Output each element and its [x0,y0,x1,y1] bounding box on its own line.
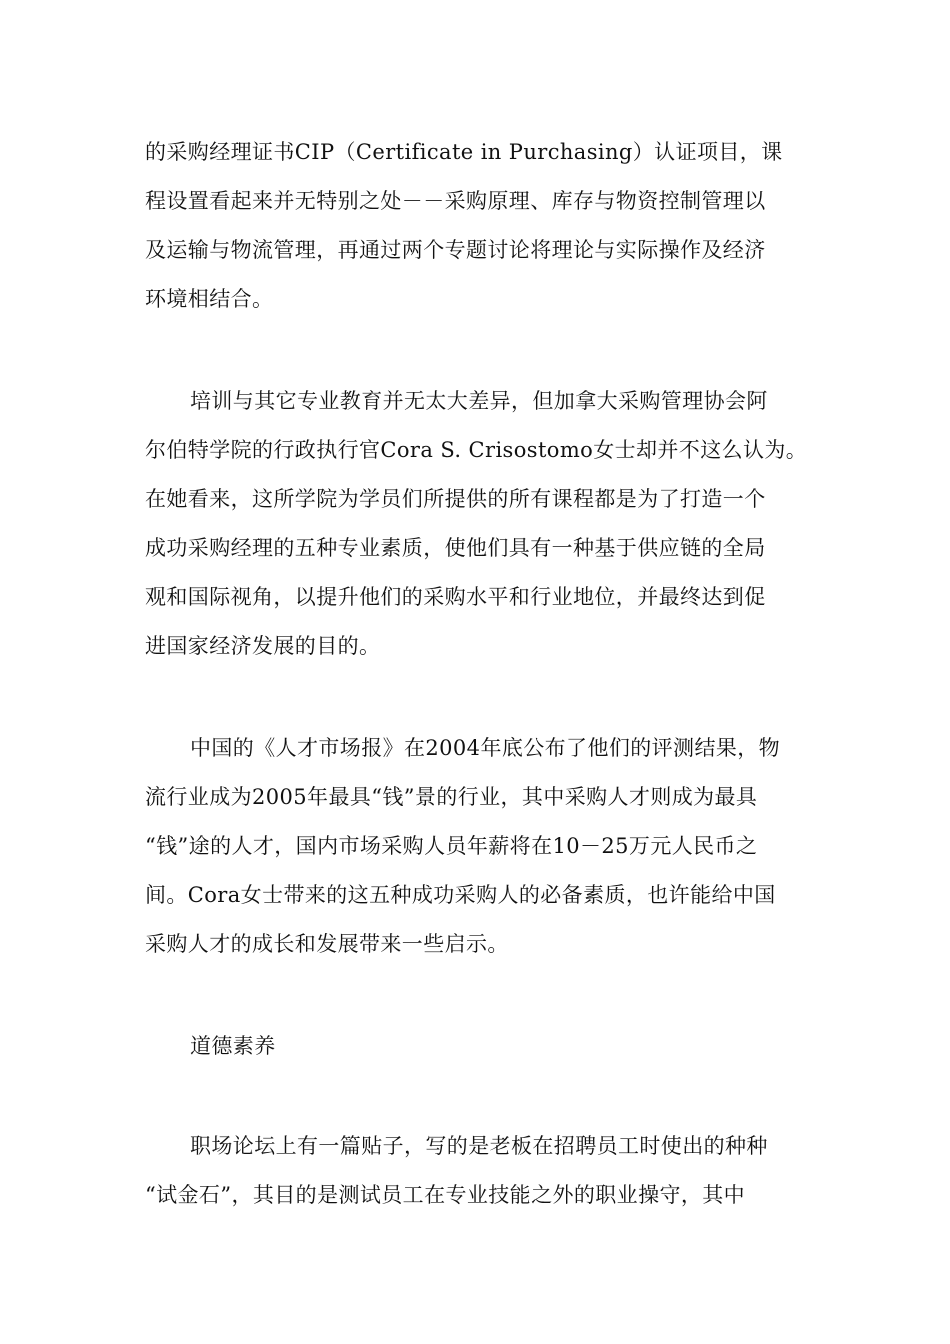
paragraph-3-line-4: 间。Cora女士带来的这五种成功采购人的必备素质，也许能给中国 [145,883,776,907]
paragraph-2-line-4: 成功采购经理的五种专业素质，使他们具有一种基于供应链的全局 [145,536,766,560]
paragraph-2-line-2: 尔伯特学院的行政执行官Cora S. Crisostomo女士却并不这么认为。 [145,438,808,462]
paragraph-2-line-3: 在她看来，这所学院为学员们所提供的所有课程都是为了打造一个 [145,487,766,511]
paragraph-3-line-2: 流行业成为2005年最具“钱”景的行业，其中采购人才则成为最具 [145,785,758,809]
paragraph-3-line-5: 采购人才的成长和发展带来一些启示。 [145,932,509,956]
paragraph-2-line-1: 培训与其它专业教育并无太大差异，但加拿大采购管理协会阿 [190,389,768,413]
paragraph-3-line-1: 中国的《人才市场报》在2004年底公布了他们的评测结果，物 [190,736,781,760]
paragraph-1-line-2: 程设置看起来并无特别之处－－采购原理、库存与物资控制管理以 [145,189,766,213]
paragraph-2-line-6: 进国家经济发展的目的。 [145,634,381,658]
paragraph-1-line-4: 环境相结合。 [145,287,274,311]
paragraph-1-line-1: 的采购经理证书CIP（Certificate in Purchasing）认证项目，课 [145,140,783,164]
paragraph-3-line-3: “钱”途的人才，国内市场采购人员年薪将在10－25万元人民币之 [145,834,758,858]
paragraph-5-line-1: 职场论坛上有一篇贴子，写的是老板在招聘员工时使出的种种 [190,1134,768,1158]
paragraph-1-line-3: 及运输与物流管理，再通过两个专题讨论将理论与实际操作及经济 [145,238,766,262]
paragraph-2-line-5: 观和国际视角，以提升他们的采购水平和行业地位，并最终达到促 [145,585,766,609]
paragraph-5-line-2: “试金石”，其目的是测试员工在专业技能之外的职业操守，其中 [145,1183,746,1207]
section-heading: 道德素养 [190,1034,276,1058]
